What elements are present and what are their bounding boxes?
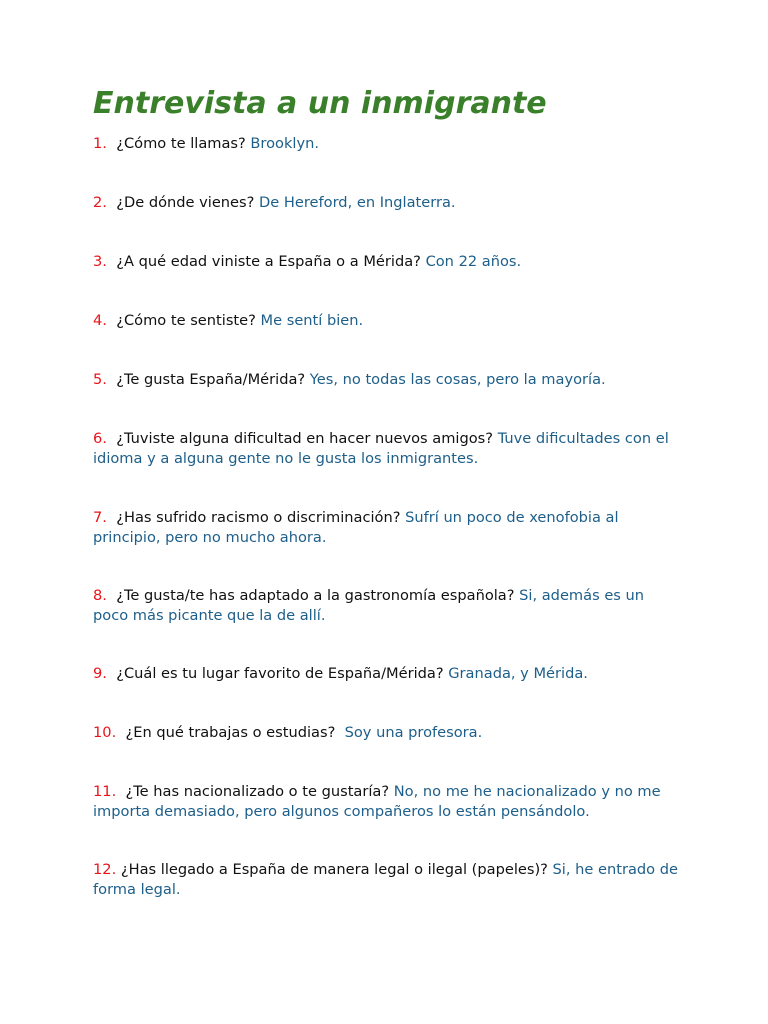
item-number: 4.: [93, 312, 107, 329]
question-text: ¿De dónde vienes?: [116, 194, 255, 211]
question-text: ¿Has llegado a España de manera legal o ilegal (papeles)?: [120, 861, 548, 878]
item-number: 7.: [93, 509, 107, 526]
answer-text: Tuve dificultades con el idioma y a alguna gente no le gusta los inmigrantes.: [93, 430, 669, 467]
qa-item-9: [93, 664, 678, 684]
qa-item-6: [93, 429, 678, 469]
qa-item-1: [93, 134, 678, 154]
page-title: Entrevista a un inmigrante: [93, 86, 547, 121]
item-number: 10.: [93, 724, 117, 741]
question-text: ¿A qué edad viniste a España o a Mérida?: [116, 253, 421, 270]
question-text: ¿Te gusta/te has adaptado a la gastronomía española?: [116, 587, 515, 604]
item-number: 2.: [93, 194, 107, 211]
answer-text: Con 22 años.: [425, 253, 522, 270]
item-number: 8.: [93, 587, 107, 604]
question-text: ¿En qué trabajas o estudias?: [125, 724, 336, 741]
answer-text: Sufrí un poco de xenofobia al principio, pero no mucho ahora.: [93, 509, 619, 546]
qa-item-3: [93, 252, 678, 272]
answer-text: Si, he entrado de forma legal.: [93, 861, 678, 898]
qa-item-7: [93, 508, 678, 548]
answer-text: Si, además es un poco más picante que la de allí.: [93, 587, 645, 624]
qa-item-10: [93, 723, 678, 743]
item-number: 11.: [93, 783, 117, 800]
question-text: ¿Tuviste alguna dificultad en hacer nuevos amigos?: [116, 430, 494, 447]
question-text: ¿Te has nacionalizado o te gustaría?: [125, 783, 390, 800]
qa-item-11: [93, 782, 678, 822]
answer-text: Yes, no todas las cosas, pero la mayoría.: [309, 371, 606, 388]
item-number: 12.: [93, 861, 117, 878]
qa-item-5: [93, 370, 678, 390]
qa-item-2: [93, 193, 678, 213]
question-text: ¿Has sufrido racismo o discriminación?: [116, 509, 401, 526]
qa-item-4: [93, 311, 678, 331]
question-text: ¿Te gusta España/Mérida?: [116, 371, 306, 388]
item-number: 6.: [93, 430, 107, 447]
answer-text: Soy una profesora.: [344, 724, 483, 741]
item-number: 3.: [93, 253, 107, 270]
item-number: 5.: [93, 371, 107, 388]
answer-text: De Hereford, en Inglaterra.: [259, 194, 456, 211]
item-number: 9.: [93, 665, 107, 682]
qa-item-8: [93, 586, 678, 626]
answer-text: Me sentí bien.: [260, 312, 364, 329]
item-number: 1.: [93, 135, 107, 152]
qa-item-12: [93, 860, 678, 900]
answer-text: Brooklyn.: [250, 135, 320, 152]
answer-text: Granada, y Mérida.: [448, 665, 588, 682]
question-text: ¿Cuál es tu lugar favorito de España/Mérida?: [116, 665, 444, 682]
question-text: ¿Cómo te llamas?: [116, 135, 246, 152]
answer-text: No, no me he nacionalizado y no me importa demasiado, pero algunos compañeros lo están pensándolo.: [93, 783, 661, 820]
question-text: ¿Cómo te sentiste?: [116, 312, 256, 329]
